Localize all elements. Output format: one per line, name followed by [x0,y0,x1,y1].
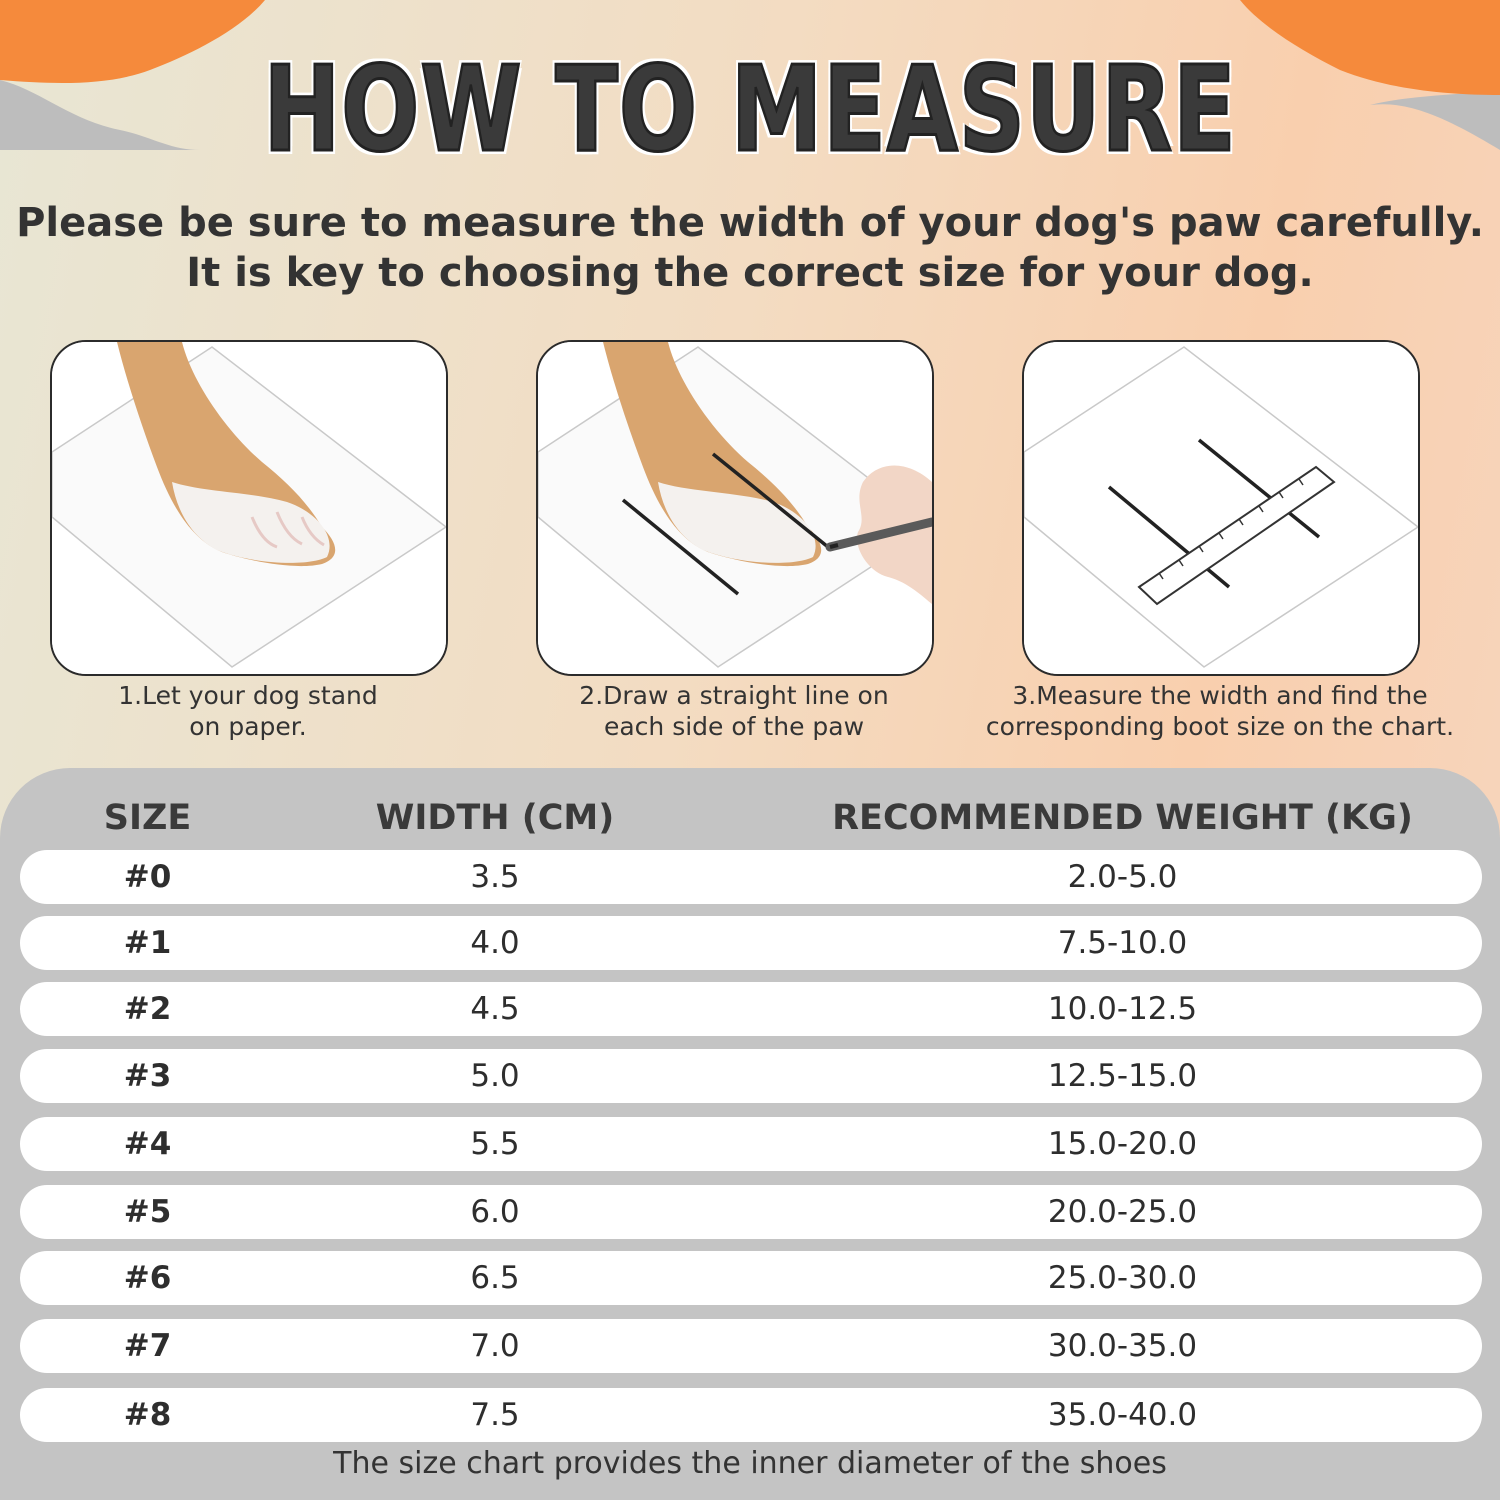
cell-weight: 25.0-30.0 [1047,1260,1198,1296]
cell-size: #4 [123,1126,172,1162]
page-title: HOW TO MEASURE [263,40,1237,178]
cell-weight: 20.0-25.0 [1047,1194,1198,1230]
header-weight: RECOMMENDED WEIGHT (KG) [832,798,1413,838]
cell-weight: 30.0-35.0 [1047,1328,1198,1364]
cell-size: #5 [123,1194,172,1230]
step-1-illustration [50,340,448,676]
step-3-illustration [1022,340,1420,676]
cell-size: #6 [123,1260,172,1296]
subtitle [0,198,1500,298]
table-row [20,1251,1482,1305]
cell-weight: 35.0-40.0 [1047,1397,1198,1433]
step-2-illustration [536,340,934,676]
cell-size: #1 [123,925,172,961]
cell-width: 7.0 [470,1328,520,1364]
step-2-caption: 2.Draw a straight line on each side of the paw [579,681,889,741]
cell-width: 4.0 [470,925,520,961]
header-width: WIDTH (CM) [375,798,615,838]
table-row [20,1049,1482,1103]
table-row [20,1117,1482,1171]
step-3-caption: 3.Measure the width and find the corresponding boot size on the chart. [985,681,1455,741]
cell-width: 5.5 [470,1126,520,1162]
subtitle-line-2: It is key to choosing the correct size for your dog. [186,250,1314,296]
table-row [20,916,1482,970]
cell-weight: 7.5-10.0 [1057,925,1188,961]
cell-weight: 10.0-12.5 [1047,991,1198,1027]
table-row [20,1388,1482,1442]
paw-on-paper-image [52,342,446,674]
size-chart-footnote: The size chart provides the inner diameter of the shoes [333,1446,1167,1481]
subtitle-line-1: Please be sure to measure the width of your dog's paw carefully. [16,200,1484,246]
cell-width: 4.5 [470,991,520,1027]
cell-weight: 15.0-20.0 [1047,1126,1198,1162]
cell-width: 6.5 [470,1260,520,1296]
measure-with-ruler-image [1024,342,1418,674]
cell-width: 7.5 [470,1397,520,1433]
draw-lines-image [538,342,932,674]
table-row [20,1185,1482,1239]
table-row [20,850,1482,904]
header-size: SIZE [103,798,192,838]
table-row [20,1319,1482,1373]
cell-size: #2 [123,991,172,1027]
table-row [20,982,1482,1036]
cell-size: #0 [123,859,172,895]
cell-size: #3 [123,1058,172,1094]
cell-width: 6.0 [470,1194,520,1230]
cell-weight: 12.5-15.0 [1047,1058,1198,1094]
cell-size: #7 [123,1328,172,1364]
cell-weight: 2.0-5.0 [1067,859,1178,895]
cell-width: 5.0 [470,1058,520,1094]
cell-width: 3.5 [470,859,520,895]
cell-size: #8 [123,1397,172,1433]
step-1-caption: 1.Let your dog stand on paper. [118,681,378,741]
